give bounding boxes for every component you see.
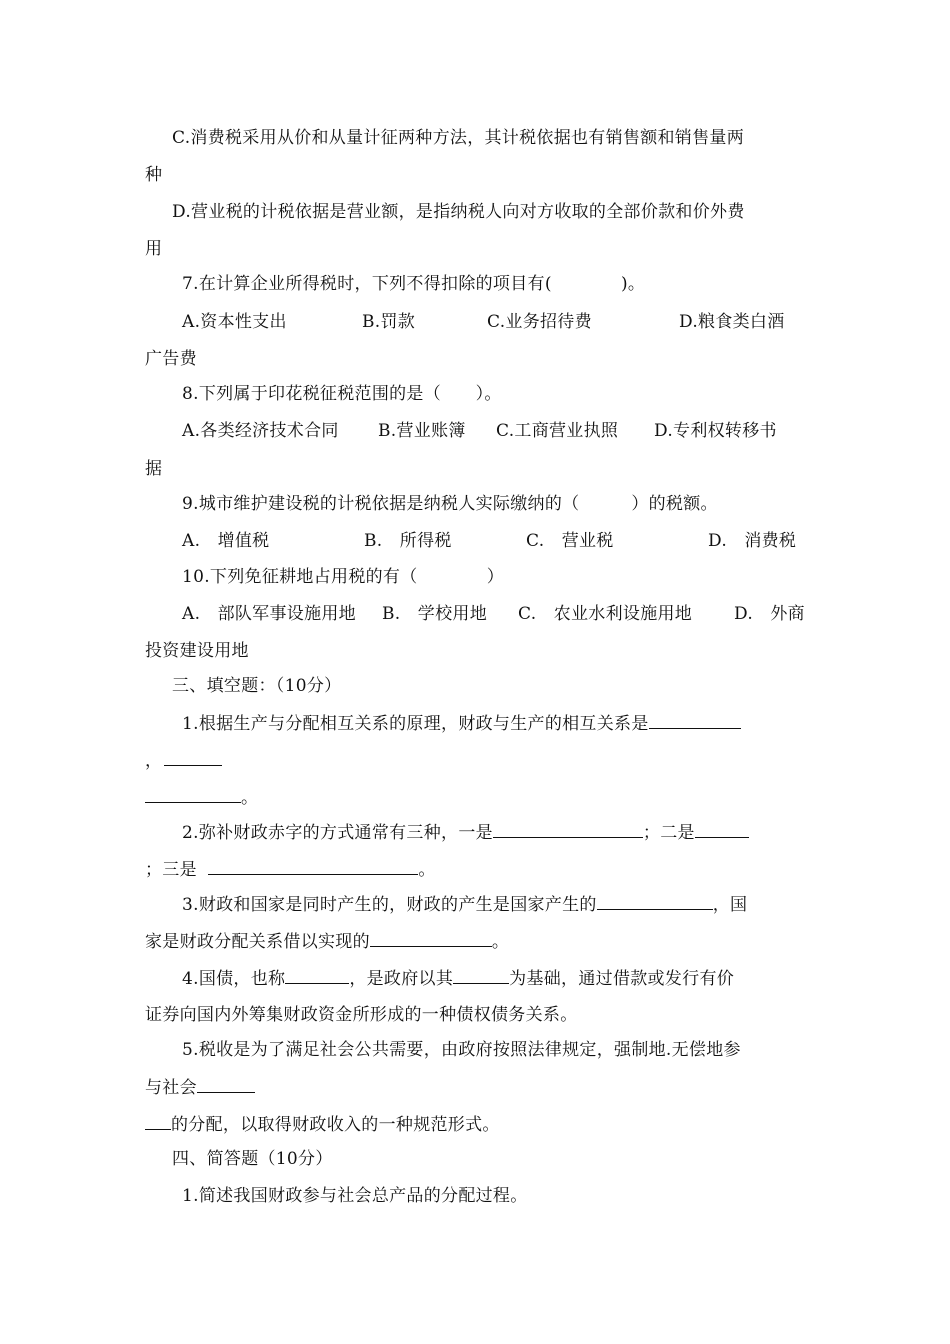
s3-q3-line1 <box>182 893 747 916</box>
s3-q4-rest: 为基础，通过借款或发行有价 <box>509 969 735 989</box>
q8-stem: 8.下列属于印花税征税范围的是（ ）。 <box>182 384 502 404</box>
s3-q3-mid: ，国 <box>712 895 748 915</box>
q8-option-d-cont: 据 <box>145 459 163 479</box>
q10-option-d-cont: 投资建设用地 <box>145 641 249 661</box>
s3-q3-line2 <box>145 930 509 953</box>
s3-q3-text: 3.财政和国家是同时产生的，财政的产生是国家产生的 <box>182 895 597 915</box>
q10-options <box>182 603 805 625</box>
section3-title: 三、填空题：（10分） <box>172 676 342 696</box>
q7-option-b: B.罚款 <box>362 312 416 332</box>
q6-option-c: C.消费税采用从价和从量计征两种方法，其计税依据也有销售额和销售量两 <box>172 128 745 148</box>
q7-option-c: C.业务招待费 <box>487 312 592 332</box>
s3-q1-text: 1.根据生产与分配相互关系的原理，财政与生产的相互关系是 <box>182 714 649 734</box>
s3-q1-blank-3[interactable] <box>145 786 241 803</box>
s4-q1: 1.简述我国财政参与社会总产品的分配过程。 <box>182 1186 528 1206</box>
q9-option-d: D. 消费税 <box>708 531 797 551</box>
q9-option-a: A. 增值税 <box>182 531 270 551</box>
q7-option-a: A.资本性支出 <box>182 312 287 332</box>
q9-option-b: B. 所得税 <box>364 531 452 551</box>
s3-q1-end: 。 <box>241 788 259 808</box>
s3-q1-line1 <box>182 712 741 735</box>
s3-q5-line2 <box>145 1076 255 1099</box>
s3-q5-line2-text: 与社会 <box>145 1078 197 1098</box>
section4-title: 四、简答题（10分） <box>172 1149 333 1169</box>
q8-option-b: B.营业账簿 <box>378 421 466 441</box>
q6-option-c-cont: 种 <box>145 165 163 185</box>
s3-q2-line1 <box>182 821 749 844</box>
q7-option-d-cont: 广告费 <box>145 349 197 369</box>
q9-stem: 9.城市维护建设税的计税依据是纳税人实际缴纳的（ ）的税额。 <box>182 494 718 514</box>
s3-q2-text: 2.弥补财政赤字的方式通常有三种，一是 <box>182 823 493 843</box>
s3-q3-blank-1[interactable] <box>597 893 713 910</box>
s3-q1-separator: ， <box>145 751 163 771</box>
q6-option-d-cont: 用 <box>145 239 163 259</box>
s3-q2-mid: ；二是 <box>642 823 695 843</box>
q7-options <box>182 311 802 333</box>
q8-option-a: A.各类经济技术合同 <box>182 421 339 441</box>
s3-q5-line3-text: 的分配，以取得财政收入的一种规范形式。 <box>171 1115 500 1135</box>
s3-q1-line2 <box>145 749 222 772</box>
s3-q3-end: 。 <box>491 932 510 952</box>
s3-q4-text: 4.国债，也称 <box>182 969 286 989</box>
s3-q1-blank-1[interactable] <box>649 712 741 729</box>
s3-q4-blank-1[interactable] <box>285 967 349 984</box>
s3-q2-sep: ；三是 <box>145 860 197 880</box>
s3-q5-line1: 5.税收是为了满足社会公共需要，由政府按照法律规定，强制地.无偿地参 <box>182 1040 741 1060</box>
q8-option-d: D.专利权转移书 <box>654 421 777 441</box>
s3-q1-blank-2[interactable] <box>164 749 222 766</box>
s3-q4-line2: 证券向国内外筹集财政资金所形成的一种债权债务关系。 <box>145 1005 578 1025</box>
s3-q5-line3 <box>145 1113 500 1136</box>
s3-q5-blank-1[interactable] <box>197 1076 255 1093</box>
q10-option-d: D. 外商 <box>734 604 805 624</box>
q8-option-c: C.工商营业执照 <box>496 421 619 441</box>
q10-option-b: B. 学校用地 <box>382 604 487 624</box>
s3-q3-blank-2[interactable] <box>370 930 492 947</box>
s3-q2-blank-1[interactable] <box>493 821 643 838</box>
s3-q5-blank-2[interactable] <box>145 1113 171 1130</box>
s3-q4-mid: ，是政府以其 <box>349 969 454 989</box>
q8-options <box>182 420 802 442</box>
s3-q1-line3 <box>145 786 258 809</box>
q7-option-d: D.粮食类白酒 <box>679 312 785 332</box>
q10-option-a: A. 部队军事设施用地 <box>182 604 356 624</box>
q10-stem: 10.下列免征耕地占用税的有（ ） <box>182 567 505 587</box>
q9-options <box>182 530 802 552</box>
s3-q4-line1 <box>182 967 734 990</box>
s3-q2-end: 。 <box>418 860 436 880</box>
s3-q4-blank-2[interactable] <box>453 967 509 984</box>
q7-stem: 7.在计算企业所得税时，下列不得扣除的项目有( )。 <box>182 274 646 294</box>
s3-q2-blank-2[interactable] <box>695 821 749 838</box>
q6-option-d: D.营业税的计税依据是营业额，是指纳税人向对方收取的全部价款和价外费 <box>172 202 745 222</box>
s3-q2-blank-3[interactable] <box>208 858 418 875</box>
s3-q2-line2 <box>145 858 436 881</box>
s3-q3-line2-text: 家是财政分配关系借以实现的 <box>145 932 370 952</box>
q9-option-c: C. 营业税 <box>526 531 614 551</box>
q10-option-c: C. 农业水利设施用地 <box>518 604 693 624</box>
